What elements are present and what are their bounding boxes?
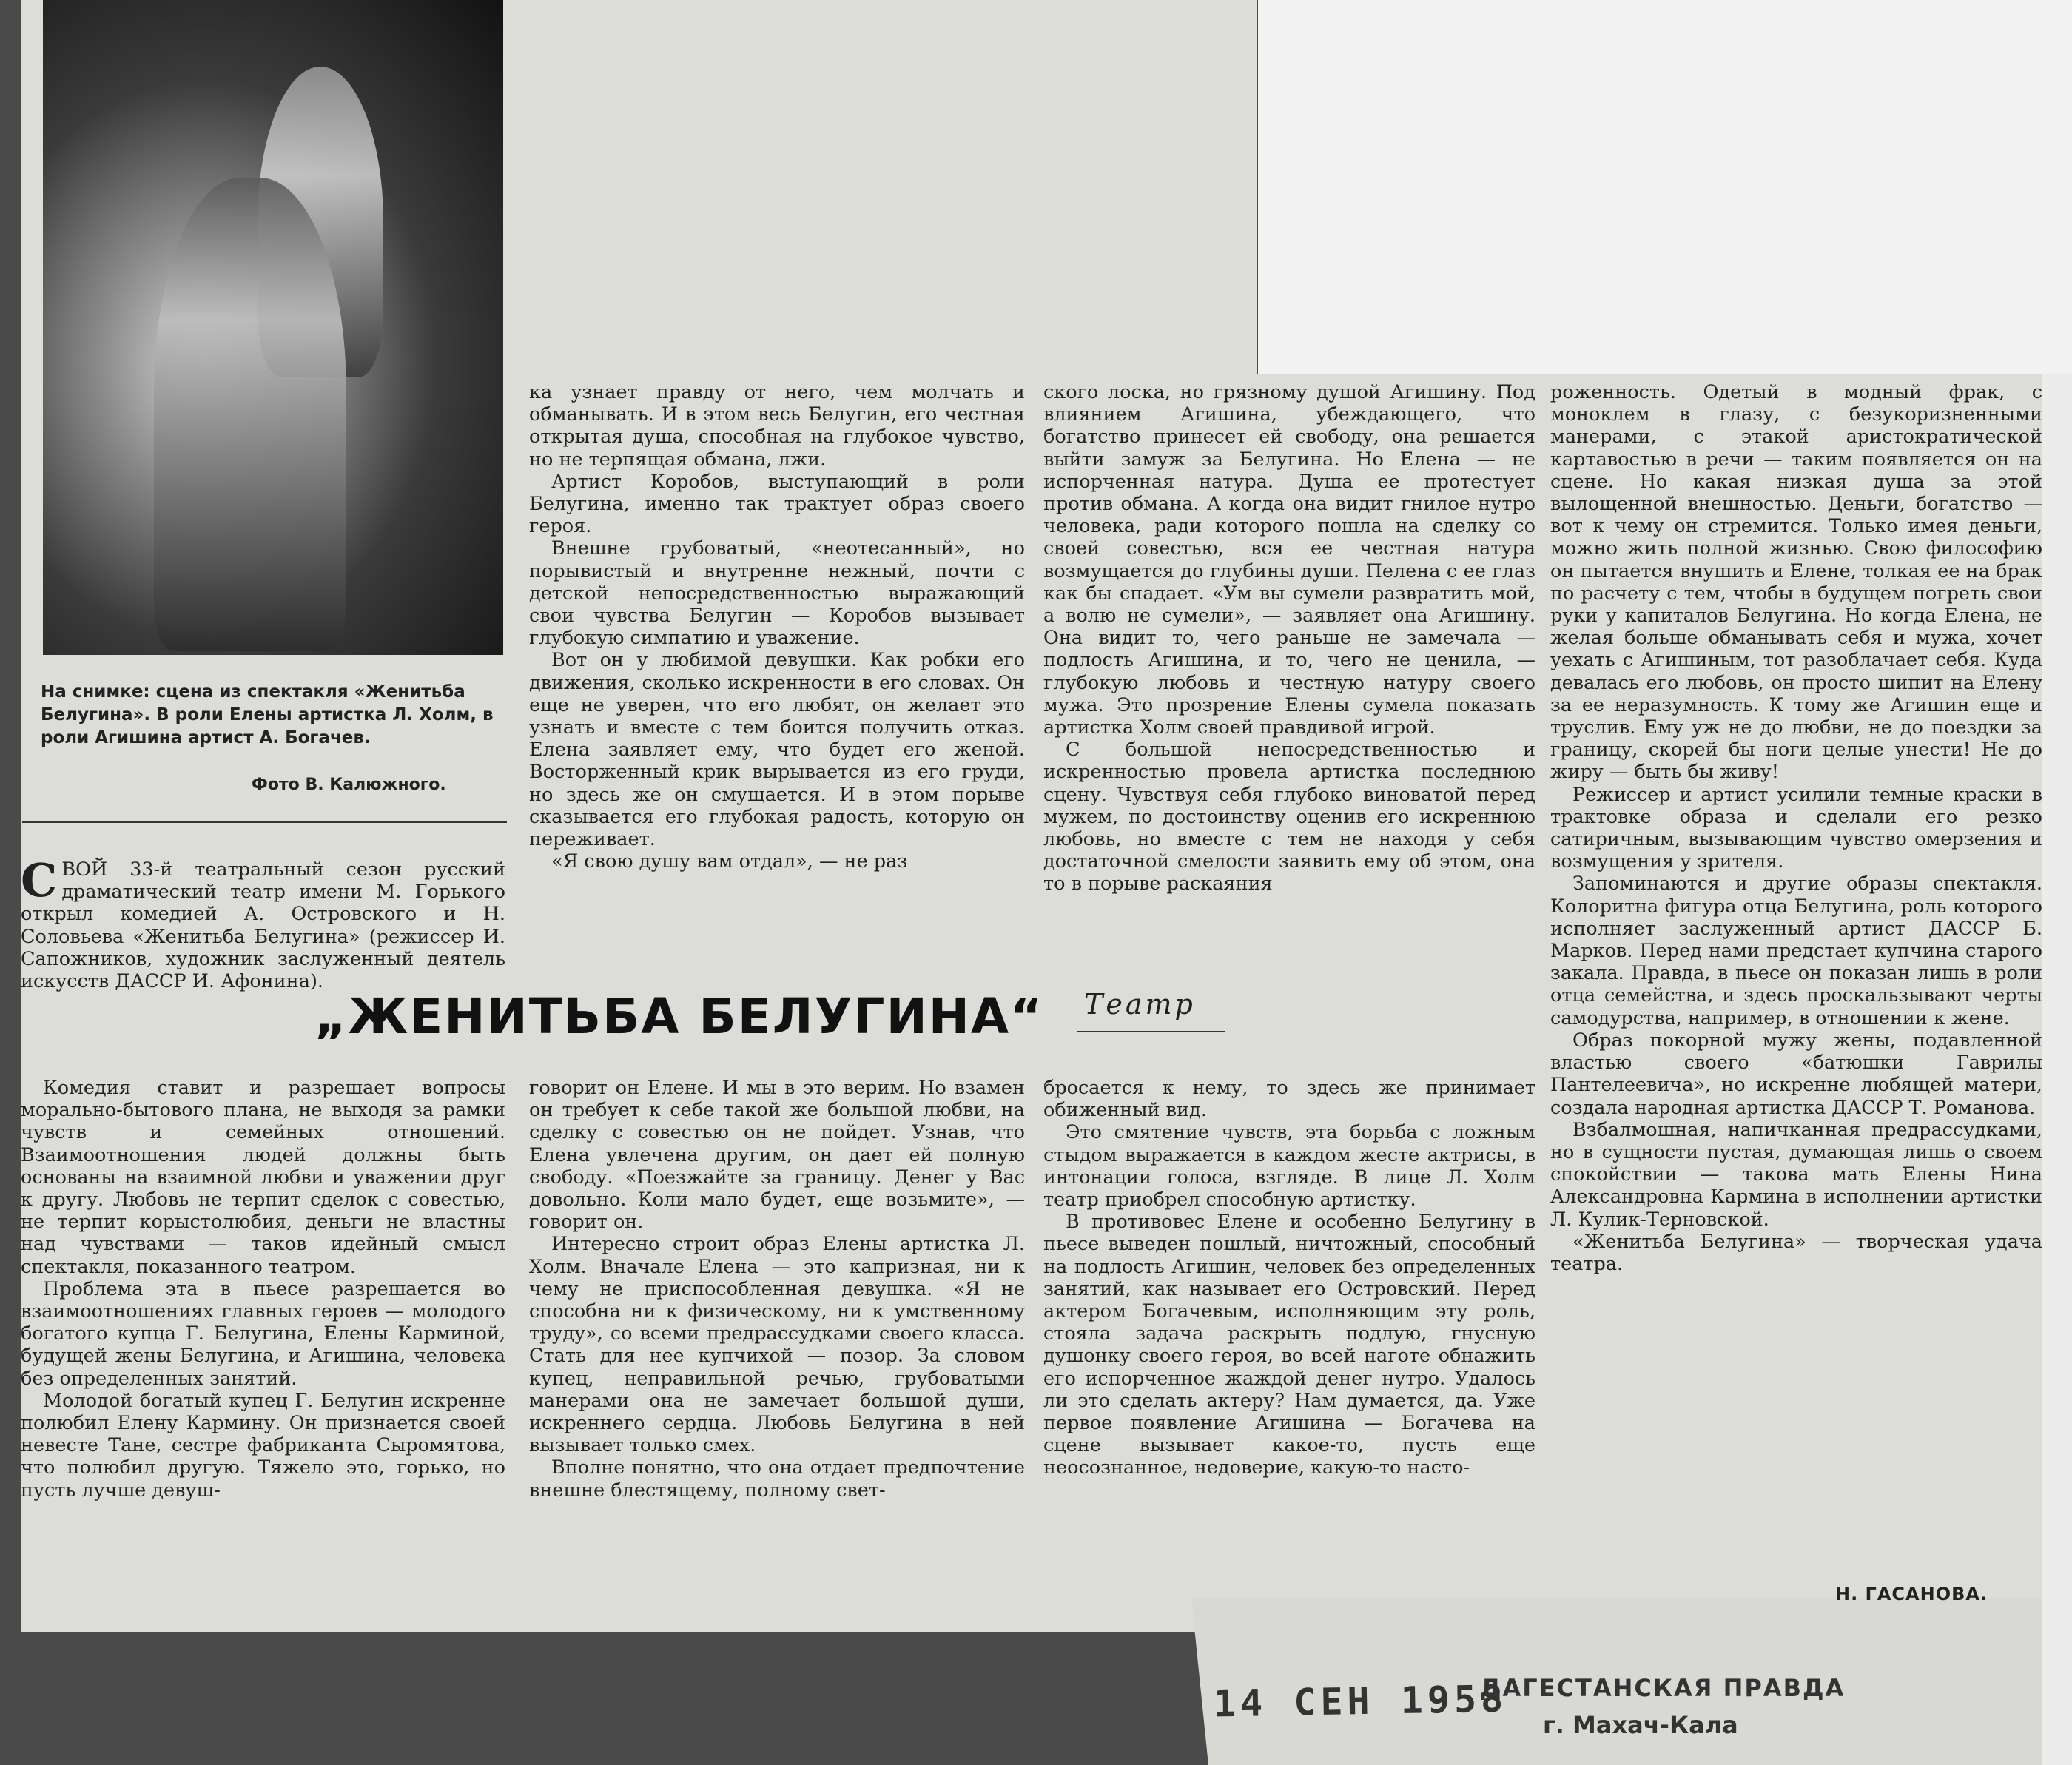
photo-caption: На снимке: сцена из спектакля «Женитьба Белугина». В роли Елены артистка Л. Холм, в роли Агишина артист А. Богачев. — [41, 682, 494, 747]
paragraph: говорит он Елене. И мы в это верим. Но взамен он требует к себе такой же большой любви, на сделку с совестью он не пойдет. Узнав, что Елена увлечена другим, он дает ей полную свободу. «Поезжайте за границу. Денег у Вас довольно. Коли мало будет, еще возьмите», — говорит он. — [529, 1077, 1025, 1234]
date-stamp: 14 СЕН 1958 — [1213, 1677, 1508, 1726]
paragraph: Проблема эта в пьесе разрешается во взаимоотношениях главных героев — молодого богатого купца Г. Белугина, Елены Карминой, будущей жены Белугина, и Агишина, человека без определенных занятий. — [21, 1277, 505, 1390]
paragraph: Комедия ставит и разрешает вопросы морально-бытового плана, не выходя за рамки чувств и семейных отношений. Взаимоотношения людей должны быть основаны на взаимной любви и уважении друг к другу. Любовь не терпит сделок с совестью, не терпит корыстолюбия, деньги не властны над чувствами — таков идейный смысл спектакля, показанного театром. — [21, 1077, 505, 1278]
column-2-bottom — [529, 1077, 1025, 1502]
article-headline: „ЖЕНИТЬБА БЕЛУГИНА“ — [314, 988, 1044, 1045]
stage-photo — [43, 0, 503, 655]
paragraph: «Женитьба Белугина» — творческая удача театра. — [1550, 1230, 2042, 1275]
paragraph: «Я свою душу вам отдал», — не раз — [551, 850, 908, 873]
background-panel — [1258, 0, 2072, 374]
paragraph: Вот он у любимой девушки. Как робки его движения, сколько искренности в его словах. Он еще не уверен, что его любят, он желает это узнать и вместе с тем боится получить отказ. Елена заявляет ему, что будет его женой. Восторженный крик вырывается из его груди, но здесь же он смущается. И в этом порыве сказывается его глубокая радость, которую он переживает. — [529, 649, 1025, 851]
rubric-label: Театр — [1084, 988, 1196, 1021]
paragraph: Режиссер и артист усилили темные краски в трактовке образа и сделали его резко сатиричным, вызывающим чувство омерзения и возмущения у зрителя. — [1550, 783, 2042, 873]
intro-text: ВОЙ 33-й театральный сезон русский драматический театр имени М. Горького открыл комедией А. Островского и Н. Соловьева «Женитьба Белугина» (режиссер И. Сапожников, художник заслуженный деятель искусств ДАССР И. Афонина). — [21, 858, 505, 993]
paragraph: Артист Коробов, выступающий в роли Белугина, именно так трактует образ своего героя. — [529, 470, 1025, 538]
column-1-intro — [21, 853, 505, 993]
divider — [22, 821, 507, 823]
paragraph: Интересно строит образ Елены артистка Л. Холм. Вначале Елена — это капризная, ни к чему не приспособленная девушка. «Я не способна ни к физическому, ни к умственному труду», со всеми предрассудками своего класса. Стать для нее купчихой — позор. За словом купец, неправильной речью, грубоватыми манерами она не замечает большой души, искреннего сердца. Любовь Белугина в ней вызывает только смех. — [529, 1233, 1025, 1457]
paragraph: Внешне грубоватый, «неотесанный», но порывистый и внутренне нежный, почти с детской непосредственностью выражающий свои чувства Белугин — Коробов вызывает глубокую симпатию и уважение. — [529, 537, 1025, 650]
paragraph: В противовес Елене и особенно Белугину в пьесе выведен пошлый, ничтожный, способный на подлость Агишин, человек без определенных занятий, как называет его Островский. Перед актером Богачевым, исполняющим эту роль, стояла задача раскрыть подлую, гнусную душонку своего героя, во всей наготе обнажить его испорченное жаждой денег нутро. Удалось ли это сделать актеру? Нам думается, да. Уже первое появление Агишина — Богачева на сцене вызывает какое-то, пусть еще неосознанное, недоверие, какую-то насто- — [1043, 1211, 1536, 1479]
paragraph: Образ покорной мужу жены, подавленной властью своего «батюшки Гаврилы Пантелеевича», но искренне любящей матери, создала народная артистка ДАССР Т. Романова. — [1550, 1029, 2042, 1119]
rubric-underline — [1077, 1031, 1225, 1032]
city-stamp: г. Махач-Кала — [1543, 1711, 1738, 1739]
article-author: Н. ГАСАНОВА. — [1835, 1584, 1988, 1604]
paragraph: бросается к нему, то здесь же принимает обиженный вид. — [1043, 1077, 1536, 1122]
photo-credit: Фото В. Калюжного. — [252, 776, 446, 794]
newspaper-stamp: ДАГЕСТАНСКАЯ ПРАВДА — [1480, 1674, 1846, 1702]
paragraph: С большой непосредственностью и искренностью провела артистка последнюю сцену. Чувствуя себя глубоко виноватой перед мужем, по достоинству оценив его искреннюю любовь, но вместе с тем не находя у себя достаточной смелости заявить ему об этом, она то в порыве раскаяния — [1043, 739, 1536, 895]
paragraph: роженность. Одетый в модный фрак, с моноклем в глазу, с безукоризненными манерами, с этакой аристократической картавостью в речи — таким появляется он на сцене. Но какая низкая душа за этой вылощенной внешностью. Деньги, богатство — вот к чему он стремится. Только имея деньги, можно жить полной жизнью. Свою философию он пытается внушить и Елене, толкая ее на брак по расчету с тем, чтобы в будущем погреть свои руки у капиталов Белугина. Но когда Елена, не желая больше обманывать себя и мужа, хочет уехать с Агишиным, тот разоблачает себя. Куда девалась его любовь, он просто шипит на Елену за ее неразумность. К тому же Агишин еще и труслив. Ему уж не до любви, не до поездки за границу, скорей бы ноги целые унести! Не до жиру — быть бы живу! — [1550, 381, 2042, 784]
paragraph: Молодой богатый купец Г. Белугин искренне полюбил Елену Кармину. Он признается своей невесте Тане, сестре фабриканта Сыромятова, что полюбил другую. Тяжело это, горько, но пусть лучше девуш- — [21, 1389, 505, 1502]
paragraph: Это смятение чувств, эта борьба с ложным стыдом выражается в каждом жесте актрисы, в интонации голоса, взгляде. В лице Л. Холм театр приобрел способную артистку. — [1043, 1121, 1536, 1211]
paragraph: Взбалмошная, напичканная предрассудками, но в сущности пустая, думающая лишь о своем спокойствии — такова мать Елены Нина Александровна Кармина в исполнении артистки Л. Кулик-Терновской. — [1550, 1118, 2042, 1231]
paragraph: ка узнает правду от него, чем молчать и обманывать. И в этом весь Белугин, его честная открытая душа, способная на глубокое чувство, но не терпящая обмана, лжи. — [529, 381, 1025, 471]
paragraph: ского лоска, но грязному душой Агишину. Под влиянием Агишина, убеждающего, что богатство принесет ей свободу, она решается выйти замуж за Белугина. Но Елена — не испорченная натура. Душа ее протестует против обмана. А когда она видит гнилое нутро человека, ради которого пошла на сделку со своей совестью, вся ее честная натура возмущается до глубины души. Пелена с ее глаз как бы спадает. «Ум вы сумели развратить мой, а волю не сумели», — заявляет она Агишину. Она видит то, чего раньше не замечала — подлость Агишина, и то, чего не ценила, — глубокую любовь и честную натуру своего мужа. Это прозрение Елены сумела показать артистка Холм своей правдивой игрой. — [1043, 381, 1536, 739]
column-1 — [21, 1077, 505, 1502]
background-strip — [2042, 374, 2072, 1765]
dropcap: С — [21, 853, 58, 907]
column-3-bottom — [1043, 1077, 1536, 1479]
paragraph: Вполне понятно, что она отдает предпочтение внешне блестящему, полному свет- — [529, 1456, 1025, 1502]
photo-actress-figure — [154, 178, 346, 651]
column-2-top — [529, 381, 1025, 873]
column-4 — [1550, 381, 2042, 1275]
paragraph: Запоминаются и другие образы спектакля. Колоритна фигура отца Белугина, роль которого исполняет заслуженный артист ДАССР Б. Марков. Перед нами предстает купчина старого закала. Правда, в пьесе он показан лишь в роли отца семейства, и здесь проскальзывают черты самодурства, например, в отношении к жене. — [1550, 873, 2042, 1029]
column-3-top — [1043, 381, 1536, 895]
